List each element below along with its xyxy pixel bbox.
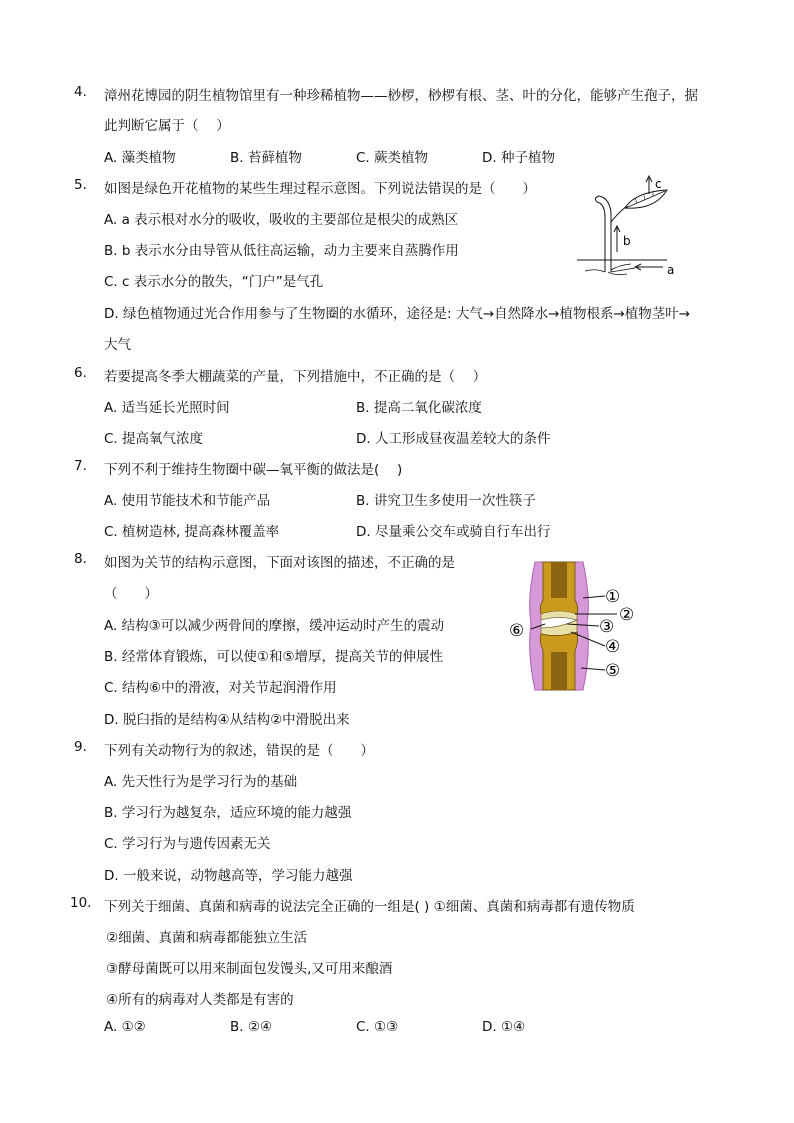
option-c[interactable]: C. 提高氧气浓度 [104,431,204,447]
option-b[interactable]: B. 经常体育锻炼，可以使①和⑤增厚，提高关节的伸展性 [104,649,444,665]
option-a[interactable]: A. 藻类植物 [104,150,176,166]
option-b[interactable]: B. 学习行为越复杂，适应环境的能力越强 [104,805,352,821]
question-text: 下列不利于维持生物圈中碳—氧平衡的做法是( ) [104,462,403,478]
option-a[interactable]: A. 先天性行为是学习行为的基础 [104,774,298,790]
option-c[interactable]: C. ①③ [356,1019,399,1035]
question-number: 8. [74,551,87,567]
question-number: 6. [74,365,87,381]
option-c[interactable]: C. 植树造林, 提高森林覆盖率 [104,524,280,540]
question-text: 如图是绿色开花植物的某些生理过程示意图。下列说法错误的是（ ） [104,181,536,197]
question-text: 此判断它属于（ ） [104,118,230,134]
question-text: 如图为关节的结构示意图，下面对该图的描述，不正确的是 [104,555,455,571]
label-5: ⑤ [605,661,621,681]
option-d[interactable]: D. 一般来说，动物越高等，学习能力越强 [104,868,353,884]
question-text: 下列有关动物行为的叙述，错误的是（ ） [104,743,374,759]
question-number: 4. [74,84,87,100]
option-d[interactable]: D. 种子植物 [482,150,555,166]
statement-4: ④所有的病毒对人类都是有害的 [106,992,294,1008]
option-d[interactable]: D. 人工形成昼夜温差较大的条件 [356,431,551,447]
label-a: a [667,263,675,277]
option-a[interactable]: A. ①② [104,1019,146,1035]
question-text: 漳州花博园的阴生植物馆里有一种珍稀植物——桫椤，桫椤有根、茎、叶的分化，能够产生孢子，据 [104,88,698,104]
question-number: 5. [74,177,87,193]
option-d[interactable]: D. 尽量乘公交车或骑自行车出行 [356,524,551,540]
question-number: 10. [70,895,92,911]
label-6: ⑥ [509,621,525,641]
option-c[interactable]: C. c 表示水分的散失，“门户”是气孔 [104,274,324,290]
answer-blank: （ ） [104,586,158,602]
option-b[interactable]: B. 提高二氧化碳浓度 [356,400,482,416]
question-text: 若要提高冬季大棚蔬菜的产量，下列措施中，不正确的是（ ） [104,369,487,385]
option-a[interactable]: A. a 表示根对水分的吸收，吸收的主要部位是根尖的成熟区 [104,212,459,228]
option-c[interactable]: C. 学习行为与遗传因素无关 [104,836,271,852]
option-b[interactable]: B. b 表示水分由导管从低往高运输，动力主要来自蒸腾作用 [104,243,459,259]
option-d[interactable]: D. 脱臼指的是结构④从结构②中滑脱出来 [104,712,350,728]
plant-diagram [575,172,685,277]
joint-diagram [505,558,645,693]
option-d[interactable]: D. 绿色植物通过光合作用参与了生物圈的水循环，途径是: 大气→自然降水→植物根系→植物茎叶→ [104,306,691,322]
label-3: ③ [599,617,615,637]
option-a[interactable]: A. 结构③可以减少两骨间的摩擦，缓冲运动时产生的震动 [104,618,445,634]
option-c[interactable]: C. 结构⑥中的滑液，对关节起润滑作用 [104,680,337,696]
label-b: b [623,234,631,248]
option-b[interactable]: B. 苔藓植物 [230,150,302,166]
option-d[interactable]: D. ①④ [482,1019,526,1035]
label-1: ① [605,587,621,607]
option-b[interactable]: B. 讲究卫生多使用一次性筷子 [356,493,536,509]
question-text: 下列关于细菌、真菌和病毒的说法完全正确的一组是( ) ①细菌、真菌和病毒都有遗传物质 [104,899,635,915]
option-c[interactable]: C. 蕨类植物 [356,150,429,166]
question-number: 9. [74,739,87,755]
statement-2: ②细菌、真菌和病毒都能独立生活 [106,930,308,946]
option-b[interactable]: B. ②④ [230,1019,273,1035]
statement-3: ③酵母菌既可以用来制面包发馒头,又可用来酿酒 [106,961,393,977]
option-d-continued: 大气 [104,337,131,353]
option-a[interactable]: A. 适当延长光照时间 [104,400,230,416]
label-2: ② [619,605,635,625]
label-4: ④ [605,637,621,657]
option-a[interactable]: A. 使用节能技术和节能产品 [104,493,271,509]
label-c: c [655,177,662,191]
question-number: 7. [74,458,87,474]
